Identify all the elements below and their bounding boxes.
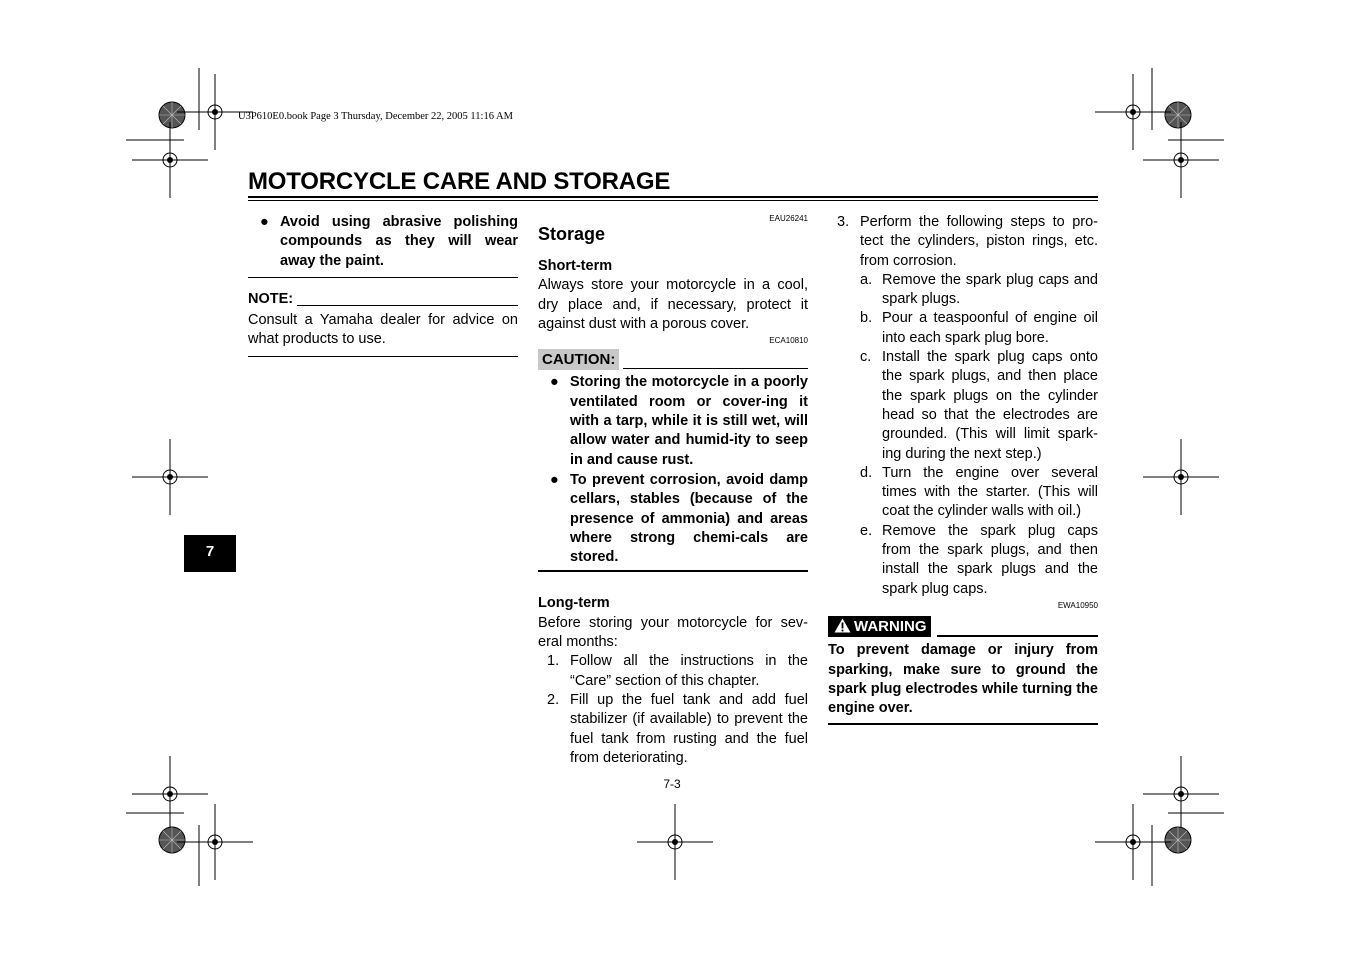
sub-list-text: Install the spark plug caps onto the spark plugs, and then place the spark plugs on the cylinder head so that the electrodes are grounded. (This will limit spark-ing during the next step.): [882, 349, 1098, 462]
storage-heading: Storage: [538, 224, 606, 244]
sub-list-text: Remove the spark plug caps from the spark plugs, and then install the spark plugs and the spark plug caps.: [882, 522, 1098, 597]
list-number: 3.: [837, 214, 850, 230]
sub-list-letter: c.: [860, 349, 872, 366]
column-3: [828, 213, 1098, 725]
list-text: Follow all the instructions in the “Care” section of this chapter.: [570, 653, 808, 689]
edge-mark-left: [132, 439, 208, 515]
caution-bullet-text: Storing the motorcycle in a poorly ventilated room or cover-ing it with a tarp, while it is still wet, will allow water and humid-ity to seep in and cause rust.: [570, 374, 808, 468]
reference-code: EAU26241: [769, 214, 808, 223]
warning-label-box: [828, 616, 931, 637]
corner-mark-top-left: [126, 68, 253, 198]
column-1: [248, 213, 518, 357]
warning-triangle-icon: [834, 618, 851, 633]
long-term-text: Before storing your motorcycle for sev-eral months:: [538, 614, 808, 651]
sub-list-letter: a.: [860, 271, 873, 288]
list-text: Fill up the fuel tank and add fuel stabilizer (if available) to prevent the fuel tank from rusting and the fuel from deteriorating.: [570, 691, 808, 766]
list-item: [538, 652, 808, 691]
reference-code: ECA10810: [769, 336, 808, 346]
warning-header: [828, 616, 1098, 637]
bullet-item: [248, 213, 518, 271]
note-text: Consult a Yamaha dealer for advice on what products to use.: [248, 312, 518, 348]
corner-mark-top-right: [1095, 68, 1224, 198]
sub-list-letter: e.: [860, 522, 873, 539]
note-rule: [297, 305, 518, 306]
sub-list-item: [828, 271, 1098, 310]
list-text: Perform the following steps to pro-tect the cylinders, piston rings, etc. from corrosion.: [860, 214, 1098, 269]
note-header: [248, 290, 518, 309]
chapter-tab: 7: [184, 535, 236, 572]
title-rule-thin: [248, 200, 1098, 201]
list-number: 2.: [547, 691, 560, 708]
caution-bullet-text: To prevent corrosion, avoid damp cellars, stables (because of the presence of ammonia) and areas where strong chemi-cals are stored.: [570, 471, 808, 566]
bullet-icon: ●: [550, 374, 559, 391]
divider: [248, 277, 518, 278]
sub-list-item: [828, 309, 1098, 348]
sub-list-item: [828, 348, 1098, 464]
column-2: [538, 214, 808, 768]
bullet-icon: ●: [550, 471, 559, 488]
bullet-icon: ●: [260, 214, 269, 230]
bullet-text: Avoid using abrasive polishing compounds as they will wear away the paint.: [280, 214, 518, 269]
page-number: 7-3: [663, 777, 681, 791]
short-term-heading: Short-term: [538, 258, 613, 274]
sub-list-item: [828, 522, 1098, 599]
edge-mark-bottom: [637, 804, 713, 880]
warning-text: To prevent damage or injury from sparking, make sure to ground the spark plug electrodes while turning the engine over.: [828, 642, 1098, 717]
list-item: [538, 691, 808, 768]
caution-bullet: [538, 471, 808, 567]
page-title: MOTORCYCLE CARE AND STORAGE: [248, 168, 671, 195]
reference-code: EWA10950: [1057, 600, 1098, 610]
caution-end-rule: [538, 570, 808, 572]
caution-label: CAUTION:: [538, 349, 619, 370]
warning-end-rule: [828, 723, 1098, 725]
sub-list-letter: b.: [860, 310, 873, 327]
sub-list-item: [828, 464, 1098, 522]
long-term-heading: Long-term: [538, 595, 610, 612]
print-file-info: U3P610E0.book Page 3 Thursday, December 22, 2005 11:16 AM: [238, 111, 513, 122]
caution-bullet: [538, 373, 808, 469]
list-item: [828, 213, 1098, 271]
sub-list-letter: d.: [860, 464, 873, 481]
sub-list-text: Remove the spark plug caps and spark plugs.: [882, 271, 1098, 308]
list-number: 1.: [547, 653, 560, 670]
corner-mark-bottom-left: [126, 756, 253, 886]
caution-header: [538, 349, 808, 370]
title-rule: [248, 196, 1098, 198]
sub-list-text: Pour a teaspoonful of engine oil into each spark plug bore.: [882, 310, 1098, 346]
caution-rule: [623, 368, 808, 369]
note-label: NOTE:: [248, 290, 294, 307]
edge-mark-right: [1143, 439, 1219, 515]
short-term-text: Always store your motorcycle in a cool, dry place and, if necessary, protect it against dust with a porous cover.: [538, 277, 808, 332]
warning-rule: [937, 635, 1099, 637]
warning-label: WARNING: [854, 617, 927, 635]
sub-list-text: Turn the engine over several times with the starter. (This will coat the cylinder walls with oil.): [882, 464, 1098, 520]
corner-mark-bottom-right: [1095, 756, 1224, 886]
divider: [248, 356, 518, 357]
